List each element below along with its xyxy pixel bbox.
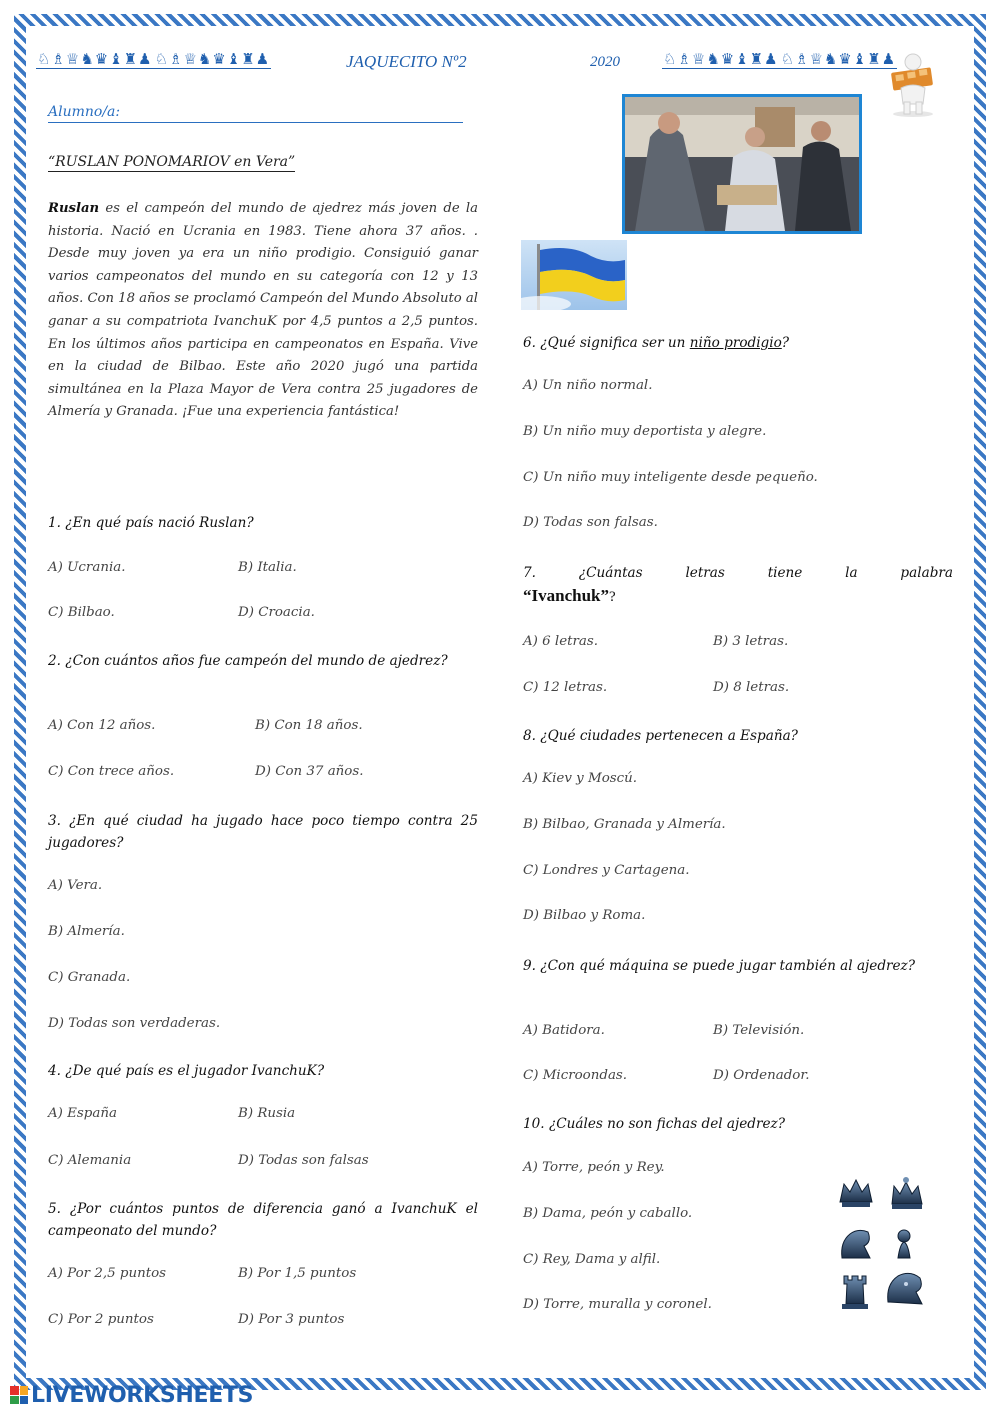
- chess-pieces-strip-left: ♘♗♕♞♛♝♜♟ ♘♗♕♞♛♝♜♟: [37, 50, 271, 68]
- worksheet-title: JAQUECITO Nº2: [346, 52, 467, 71]
- q6-option-d[interactable]: D) Todas son falsas.: [523, 515, 658, 530]
- q4-option-a[interactable]: A) España: [48, 1106, 117, 1121]
- q1-option-d[interactable]: D) Croacia.: [238, 605, 315, 620]
- passage-lead-word: Ruslan: [48, 201, 100, 216]
- question-7: 7. ¿Cuántas letras tiene la palabra: [523, 565, 953, 581]
- q10-option-c[interactable]: C) Rey, Dama y alfil.: [523, 1252, 661, 1267]
- q8-option-a[interactable]: A) Kiev y Moscú.: [523, 771, 638, 786]
- question-9: 9. ¿Con qué máquina se puede jugar también al ajedrez?: [523, 958, 916, 974]
- q7-option-a[interactable]: A) 6 letras.: [523, 634, 599, 649]
- q8-option-d[interactable]: D) Bilbao y Roma.: [523, 908, 646, 923]
- question-7-word: “Ivanchuk”?: [523, 586, 616, 605]
- question-8: 8. ¿Qué ciudades pertenecen a España?: [523, 728, 798, 744]
- student-name-field[interactable]: Alumno/a:: [48, 104, 463, 123]
- q2-option-b[interactable]: B) Con 18 años.: [255, 718, 363, 733]
- q3-option-d[interactable]: D) Todas son verdaderas.: [48, 1016, 221, 1031]
- reading-title: “RUSLAN PONOMARIOV en Vera”: [48, 154, 296, 170]
- q5-option-c[interactable]: C) Por 2 puntos: [48, 1312, 154, 1327]
- q1-option-b[interactable]: B) Italia.: [238, 560, 297, 575]
- person-carrying-board-icon: [882, 52, 944, 118]
- question-4: 4. ¿De qué país es el jugador IvanchuK?: [48, 1063, 325, 1079]
- question-10: 10. ¿Cuáles no son fichas del ajedrez?: [523, 1116, 785, 1132]
- q6-option-a[interactable]: A) Un niño normal.: [523, 378, 653, 393]
- question-2: 2. ¿Con cuántos años fue campeón del mundo de ajedrez?: [48, 653, 448, 669]
- rook-icon: [842, 1276, 868, 1309]
- ukraine-flag-image: [521, 240, 627, 310]
- q3-option-b[interactable]: B) Almería.: [48, 924, 125, 939]
- liveworksheets-logo: [10, 1382, 253, 1408]
- event-photo: [622, 94, 862, 234]
- q8-option-b[interactable]: B) Bilbao, Granada y Almería.: [523, 817, 726, 832]
- q7-option-b[interactable]: B) 3 letras.: [713, 634, 789, 649]
- q2-option-a[interactable]: A) Con 12 años.: [48, 718, 156, 733]
- q5-option-d[interactable]: D) Por 3 puntos: [238, 1312, 345, 1327]
- pawn-icon: [898, 1230, 910, 1258]
- q7-option-c[interactable]: C) 12 letras.: [523, 680, 608, 695]
- q4-option-d[interactable]: D) Todas son falsas: [238, 1153, 369, 1168]
- liveworksheets-wordmark: LIVEWORKSHEETS: [31, 1382, 254, 1408]
- q1-option-a[interactable]: A) Ucrania.: [48, 560, 126, 575]
- chess-pieces-icons: [836, 1172, 932, 1322]
- q9-option-c[interactable]: C) Microondas.: [523, 1068, 628, 1083]
- reading-passage: [48, 198, 478, 424]
- header: [36, 50, 897, 76]
- q1-option-c[interactable]: C) Bilbao.: [48, 605, 115, 620]
- passage-body: es el campeón del mundo de ajedrez más joven de la historia. Nació en Ucrania en 1983. Tiene ahora 37 años. . Desde muy joven ya era un niño prodigio. Consiguió ganar varios campeonatos del mundo en su categoría con 12 y 13 años. Con 18 años se proclamó Campeón del Mundo Absoluto al ganar a su compatriota IvanchuK por 4,5 puntos a 2,5 puntos. En los últimos años participa en campeonatos en España. Vive en la ciudad de Bilbao. Este año 2020 jugó una partida simultánea en la Plaza Mayor de Vera contra 25 jugadores de Almería y Granada. ¡Fue una experiencia fantástica!: [48, 201, 478, 420]
- q6-option-b[interactable]: B) Un niño muy deportista y alegre.: [523, 424, 767, 439]
- question-6: 6. ¿Qué significa ser un niño prodigio?: [523, 335, 790, 351]
- q4-option-c[interactable]: C) Alemania: [48, 1153, 132, 1168]
- q10-option-b[interactable]: B) Dama, peón y caballo.: [523, 1206, 693, 1221]
- question-3: 3. ¿En qué ciudad ha jugado hace poco tiempo contra 25 jugadores?: [48, 813, 478, 851]
- worksheet-year: 2020: [590, 54, 620, 70]
- q6-option-c[interactable]: C) Un niño muy inteligente desde pequeño.: [523, 470, 818, 485]
- question-5: 5. ¿Por cuántos puntos de diferencia ganó a IvanchuK el campeonato del mundo?: [48, 1201, 478, 1239]
- q9-option-b[interactable]: B) Televisión.: [713, 1023, 805, 1038]
- knight-icon: [842, 1230, 870, 1258]
- q3-option-a[interactable]: A) Vera.: [48, 878, 103, 893]
- q5-option-a[interactable]: A) Por 2,5 puntos: [48, 1266, 167, 1281]
- q4-option-b[interactable]: B) Rusia: [238, 1106, 296, 1121]
- q9-option-a[interactable]: A) Batidora.: [523, 1023, 605, 1038]
- underlined-term: niño prodigio: [689, 335, 782, 351]
- q2-option-d[interactable]: D) Con 37 años.: [255, 764, 364, 779]
- chess-pieces-strip-right: ♘♗♕♞♛♝♜♟ ♘♗♕♞♛♝♜♟: [663, 50, 897, 68]
- king-icon: [840, 1180, 872, 1207]
- q10-option-d[interactable]: D) Torre, muralla y coronel.: [523, 1297, 712, 1312]
- knight-head-icon: [888, 1273, 922, 1304]
- q10-option-a[interactable]: A) Torre, peón y Rey.: [523, 1160, 665, 1175]
- q7-option-d[interactable]: D) 8 letras.: [713, 680, 790, 695]
- q2-option-c[interactable]: C) Con trece años.: [48, 764, 175, 779]
- q3-option-c[interactable]: C) Granada.: [48, 970, 131, 985]
- simultaneous-chess-photo-image: [625, 97, 859, 231]
- q8-option-c[interactable]: C) Londres y Cartagena.: [523, 863, 690, 878]
- q9-option-d[interactable]: D) Ordenador.: [713, 1068, 810, 1083]
- question-1: 1. ¿En qué país nació Ruslan?: [48, 515, 254, 531]
- q5-option-b[interactable]: B) Por 1,5 puntos: [238, 1266, 357, 1281]
- liveworksheets-mark-icon: [10, 1386, 28, 1404]
- queen-icon: [892, 1177, 922, 1209]
